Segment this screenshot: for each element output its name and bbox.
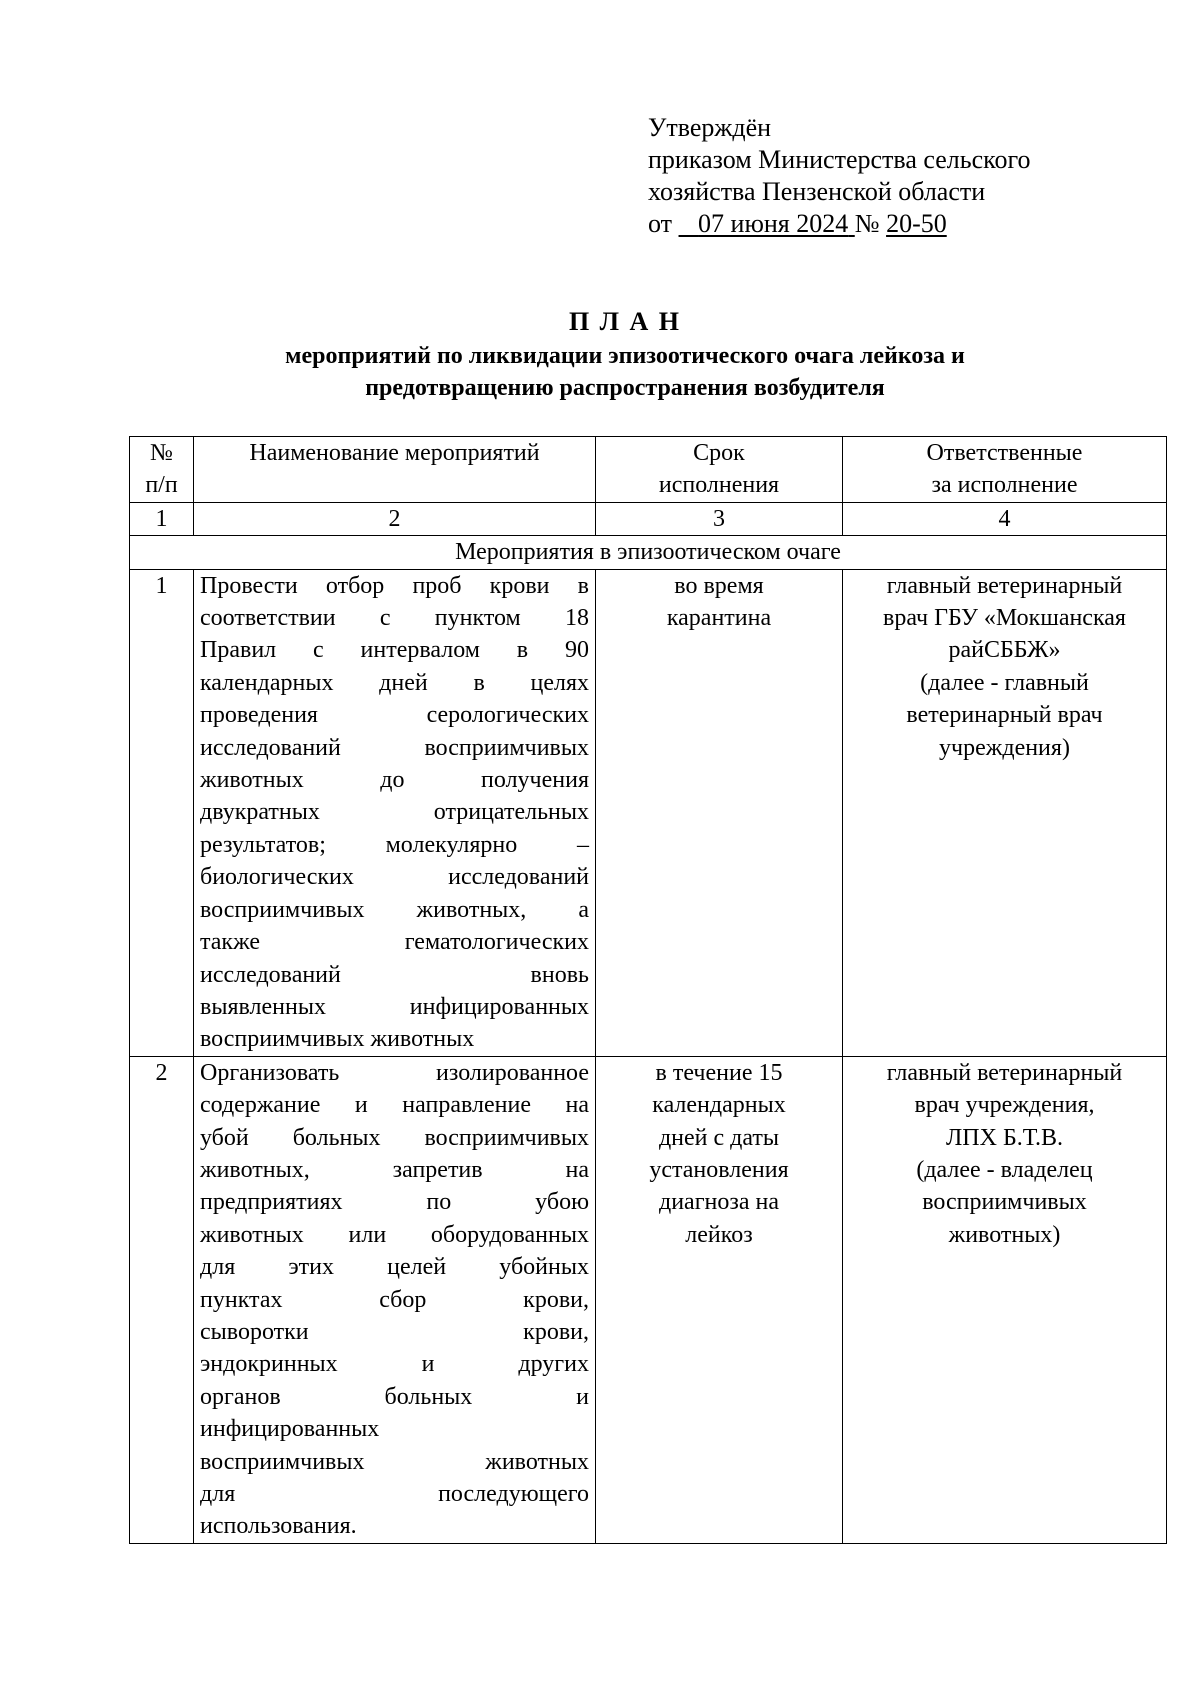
row-activity-line: использования.: [200, 1513, 357, 1540]
row-activity-line: выявленных инфицированных: [200, 993, 589, 1020]
header-term: [596, 437, 843, 503]
row-responsible: [843, 1056, 1167, 1543]
row-activity-line: для последующего: [200, 1481, 589, 1507]
row-responsible: [843, 569, 1167, 1056]
row-responsible-line: райСББЖ»: [948, 637, 1061, 664]
row-activity-line: двукратных отрицательных: [200, 799, 589, 826]
approval-date-prefix: от: [648, 209, 673, 238]
row-responsible-line: ветеринарный врач: [906, 702, 1103, 729]
row-responsible-line: восприимчивых: [922, 1189, 1087, 1216]
row-responsible-line: врач ГБУ «Мокшанская: [883, 605, 1126, 632]
row-term-line: календарных: [652, 1092, 786, 1119]
header-responsible-line-1: Ответственные: [926, 440, 1083, 466]
row-activity-line: содержание и направление на: [200, 1092, 589, 1119]
row-activity: [194, 1056, 596, 1543]
row-activity-line: сыворотки крови,: [200, 1318, 589, 1345]
row-activity-line: также гематологических: [200, 929, 589, 956]
row-activity-line: восприимчивых животных, а: [200, 896, 589, 923]
section-row: [130, 536, 1167, 569]
row-activity-line: животных или оборудованных: [200, 1221, 589, 1248]
row-term-line: в течение 15: [655, 1059, 783, 1086]
row-term: [596, 569, 843, 1056]
row-activity-line: пунктах сбор крови,: [200, 1286, 589, 1313]
row-term: [596, 1056, 843, 1543]
row-activity-line: животных до получения: [200, 767, 589, 794]
header-num-line-2: п/п: [145, 472, 178, 499]
row-responsible-line: (далее - главный: [920, 669, 1089, 696]
approval-number: 20-50: [886, 209, 947, 238]
approval-block: [648, 112, 1030, 240]
column-number-1: 1: [130, 502, 194, 535]
table-row: [130, 569, 1167, 1056]
row-activity-line: Правил с интервалом в 90: [200, 637, 589, 664]
document-subtitle-line-1: мероприятий по ликвидации эпизоотического очага лейкоза и: [285, 343, 965, 369]
row-responsible-line: главный ветеринарный: [886, 1059, 1123, 1086]
row-responsible-line: животных): [948, 1221, 1061, 1248]
column-number-2: 2: [194, 502, 596, 535]
row-activity-line: результатов; молекулярно –: [200, 831, 589, 858]
plan-table: [129, 436, 1167, 1544]
header-num: [130, 437, 194, 503]
row-activity-line: биологических исследований: [200, 864, 589, 891]
approval-date-line: [648, 208, 1030, 240]
row-term-line: во время: [674, 572, 764, 599]
row-activity-line: соответствии с пунктом 18: [200, 605, 589, 632]
document-subtitle: [100, 340, 1150, 404]
row-activity-line: для этих целей убойных: [200, 1254, 589, 1281]
row-term-line: дней с даты: [658, 1124, 780, 1151]
row-responsible-line: врач учреждения,: [914, 1092, 1095, 1119]
row-number: 2: [130, 1056, 194, 1543]
document-subtitle-line-2: предотвращению распространения возбудителя: [365, 375, 885, 401]
row-activity-line: предприятиях по убою: [200, 1189, 589, 1216]
approval-date: [679, 209, 855, 238]
row-activity-line: исследований вновь: [200, 961, 589, 988]
row-activity-line: Организовать изолированное: [200, 1059, 589, 1086]
row-activity-line: восприимчивых животных: [200, 1026, 475, 1053]
table-header-row: [130, 437, 1167, 503]
column-number-4: 4: [843, 502, 1167, 535]
row-activity-line: Провести отбор проб крови в: [200, 572, 589, 599]
row-activity-line: убой больных восприимчивых: [200, 1124, 589, 1151]
row-term-line: лейкоз: [685, 1221, 753, 1248]
header-term-line-1: Срок: [693, 440, 745, 466]
approval-date-value: 07 июня 2024: [698, 209, 849, 238]
row-activity-line: исследований восприимчивых: [200, 734, 589, 761]
column-number-3: 3: [596, 502, 843, 535]
row-activity-line: органов больных и: [200, 1383, 589, 1410]
approval-line-3: хозяйства Пензенской области: [648, 177, 986, 206]
row-responsible-line: ЛПХ Б.Т.В.: [946, 1124, 1063, 1151]
row-activity-line: инфицированных: [200, 1416, 380, 1443]
header-num-line-1: №: [150, 440, 173, 466]
header-name: [194, 437, 596, 503]
approval-line-2: приказом Министерства сельского: [648, 145, 1031, 174]
approval-number-prefix: №: [854, 209, 880, 238]
header-responsible: [843, 437, 1167, 503]
row-activity-line: животных, запретив на: [200, 1156, 589, 1183]
header-name-text: Наименование мероприятий: [249, 440, 540, 466]
column-numbers-row: [130, 502, 1167, 535]
document-title: П Л А Н: [568, 307, 682, 336]
row-activity-line: эндокринных и других: [200, 1351, 589, 1378]
header-responsible-line-2: за исполнение: [931, 472, 1078, 499]
row-responsible-line: главный ветеринарный: [886, 572, 1123, 599]
row-responsible-line: (далее - владелец: [916, 1156, 1093, 1183]
row-activity-line: календарных дней в целях: [200, 669, 589, 696]
row-term-line: диагноза на: [658, 1189, 780, 1216]
row-term-line: карантина: [666, 605, 772, 632]
header-term-line-2: исполнения: [658, 472, 780, 499]
row-activity-line: проведения серологических: [200, 702, 589, 729]
row-responsible-line: учреждения): [939, 734, 1070, 761]
row-activity-line: восприимчивых животных: [200, 1448, 589, 1475]
row-number: 1: [130, 569, 194, 1056]
section-title: Мероприятия в эпизоотическом очаге: [130, 536, 1167, 569]
table-row: [130, 1056, 1167, 1543]
row-activity: [194, 569, 596, 1056]
approval-line-1: Утверждён: [648, 113, 772, 142]
row-term-line: установления: [649, 1156, 789, 1183]
